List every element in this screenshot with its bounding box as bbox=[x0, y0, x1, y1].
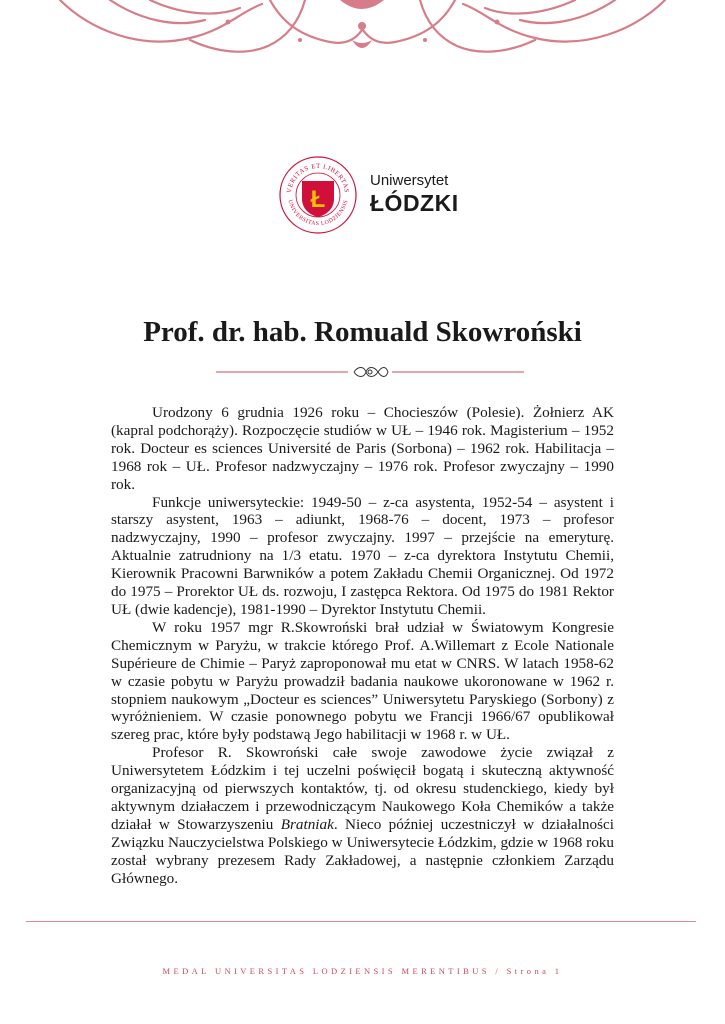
bratniak-emphasis: Bratniak bbox=[280, 815, 334, 833]
page-title: Prof. dr. hab. Romuald Skowroński bbox=[143, 316, 582, 348]
university-logo bbox=[278, 155, 458, 235]
wordmark-line-1: Uniwersytet bbox=[370, 172, 449, 189]
paragraph-4-end: . Nieco później uczestniczył w działalności Związku Nauczycielstwa Polskiego w Uniwersytecie Łódzkim, gdzie w 1968 roku został wybrany prezesem Rady Zakładowej, a następnie członkiem Zarządu Głównego. bbox=[111, 815, 614, 887]
paragraph-4-start: Profesor R. Skowroński całe swoje zawodowe życie związał z Uniwersytetem Łódzkim i tej uczelni poświęcił bogatą i skuteczną aktywność organizacyjną od pierwszych kontaktów, tj. od okresu studenckiego, kiedy był aktywnym działaczem i przewodniczącym Naukowego Koła Chemików a także działał w Stowarzyszeniu bbox=[111, 744, 614, 833]
title-divider-ornament bbox=[216, 362, 524, 382]
seal-letter: Ł bbox=[310, 186, 326, 213]
wordmark-line-2: ŁÓDZKI bbox=[370, 190, 459, 216]
footer-text: MEDAL UNIVERSITAS LODZIENSIS MERENTIBUS / Strona 1 bbox=[162, 966, 563, 976]
university-seal-icon bbox=[278, 155, 358, 235]
paragraph-1: Urodzony 6 grudnia 1926 roku – Chocieszów (Polesie). Żołnierz AK (kapral podchorąży). Rozpoczęcie studiów w UŁ – 1946 rok. Magisterium – 1952 rok. Docteur es sciences Université de Paris (Sorbona) – 1962 rok. Habilitacja – 1968 rok – UŁ. Profesor nadzwyczajny – 1976 rok. Profesor zwyczajny – 1990 rok. bbox=[111, 404, 614, 493]
seal-motto-bottom: UNIVERSITAS LODZIENSIS bbox=[286, 199, 350, 228]
paragraph-2: Funkcje uniwersyteckie: 1949-50 – z-ca asystenta, 1952-54 – asystent i starszy asystent, 1963 – adiunkt, 1968-76 – docent, 1973 – profesor nadzwyczajny, 1990 – profesor zwyczajny. 1997 – przejście na emeryturę. Aktualnie zatrudniony na 1/3 etatu. 1970 – z-ca dyrektora Instytutu Chemii, Kierownik Pracowni Barwników a potem Zakładu Chemii Organicznej. Od 1972 do 1975 – Prorektor UŁ ds. rozwoju, I zastępca Rektora. Od 1975 do 1981 Rektor UŁ (dwie kadencje), 1981-1990 – Dyrektor Instytutu Chemii. bbox=[111, 493, 614, 618]
wordmark bbox=[370, 172, 459, 216]
biography-text bbox=[111, 404, 614, 887]
paragraph-3: W roku 1957 mgr R.Skowroński brał udział w Światowym Kongresie Chemicznym w Paryżu, w trakcie którego Prof. A.Willemart z Ecole Nationale Supérieure de Chimie – Paryż zaproponował mu etat w CNRS. W latach 1958-62 w czasie pobytu w Paryżu prowadził badania naukowe ukoronowane w 1962 r. stopniem naukowym „Docteur es sciences” Uniwersytetu Paryskiego (Sorbony) z wyróżnieniem. W czasie ponownego pobytu we Francji 1966/67 opublikował szereg prac, które były podstawą Jego habilitacji w 1968 r. w UŁ. bbox=[111, 618, 614, 744]
seal-motto-top: VERITAS ET LIBERTAS bbox=[285, 162, 350, 194]
top-ornament bbox=[0, 0, 725, 62]
footer-rule bbox=[26, 921, 696, 922]
paragraph-4 bbox=[111, 744, 614, 887]
